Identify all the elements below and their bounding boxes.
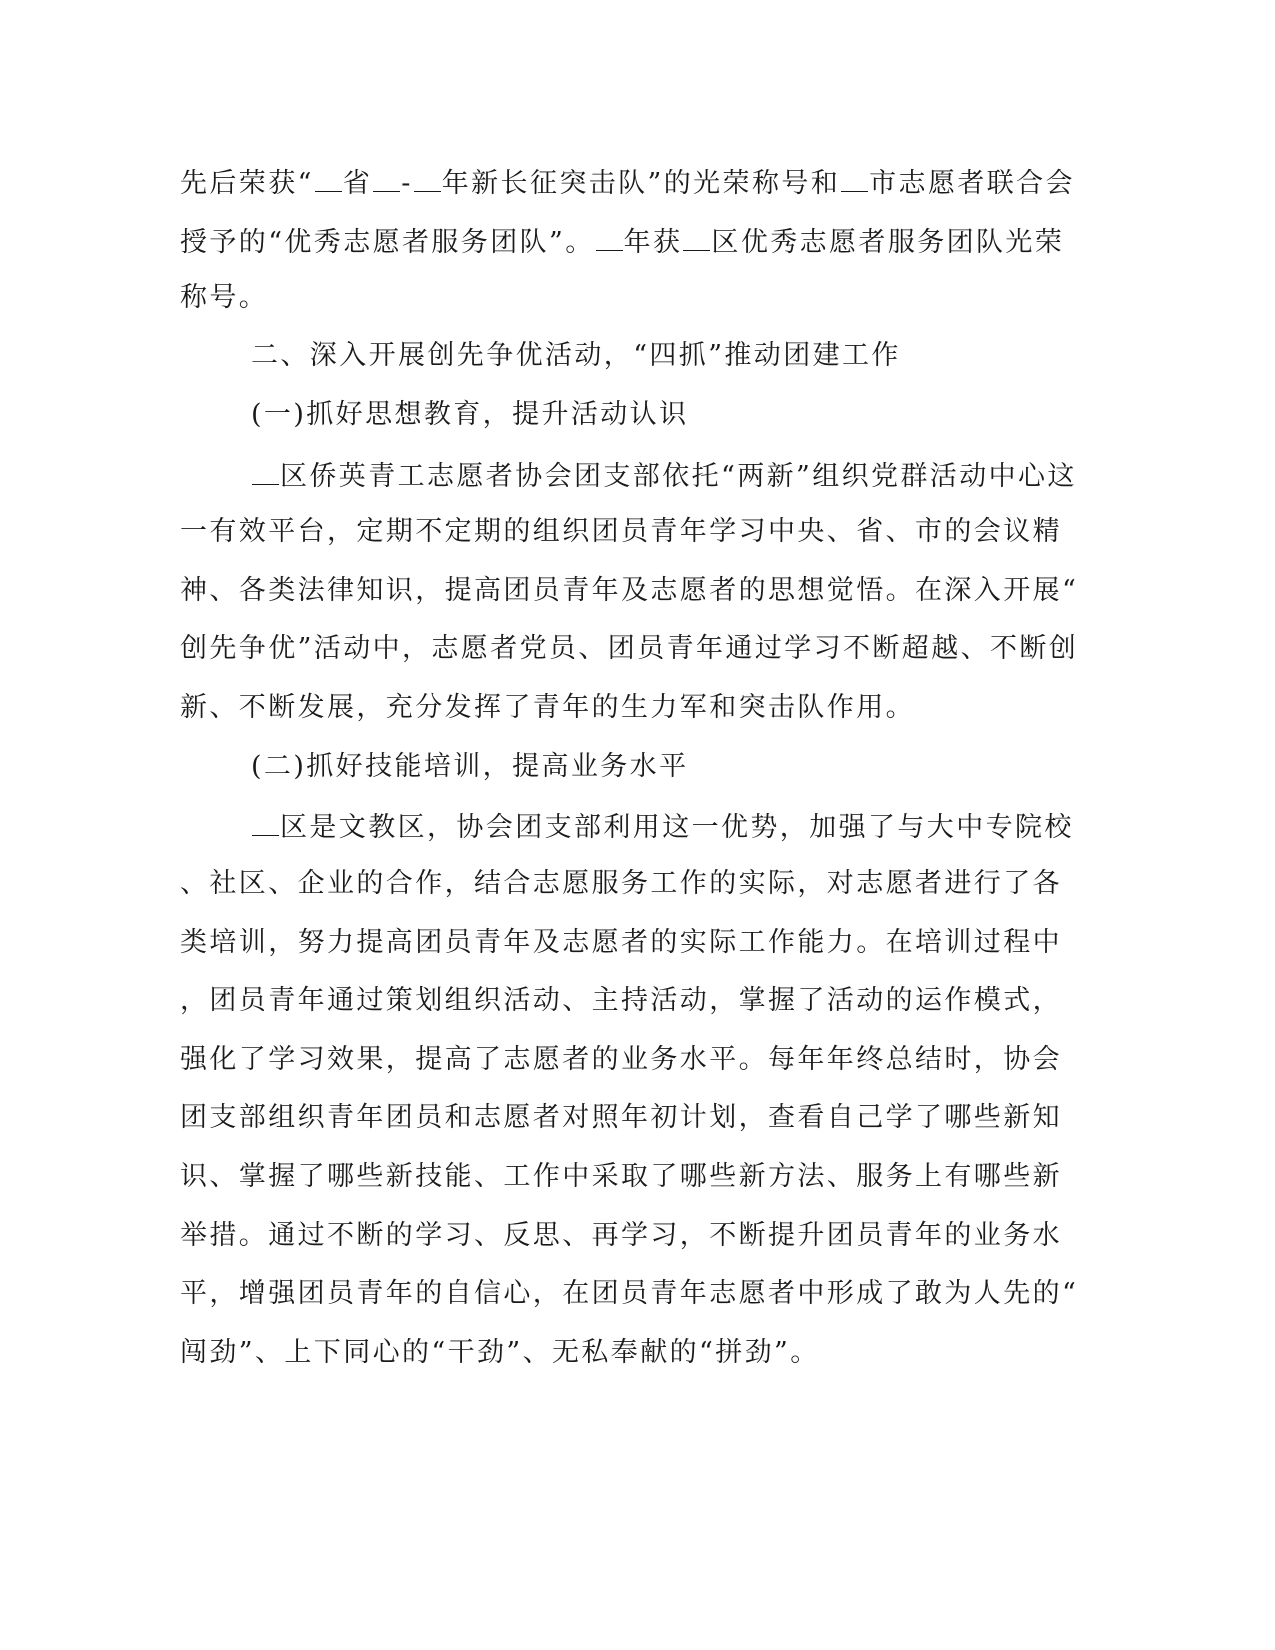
text-line: 先后荣获“ 省 - 年新长征突击队”的光荣称号和 市志愿者联合会 — [180, 163, 1040, 202]
fill-in-blank — [315, 163, 342, 192]
fill-in-blank — [683, 222, 710, 251]
text-line: 新、不断发展，充分发挥了青年的生力军和突击队作用。 — [180, 692, 915, 723]
fill-in-blank — [841, 163, 868, 192]
text-line: 创先争优”活动中，志愿者党员、团员青年通过学习不断超越、不断创 — [180, 633, 1079, 664]
text-line: 一有效平台，定期不定期的组织团员青年学习中央、省、市的会议精 — [180, 516, 1062, 547]
fill-in-blank — [414, 163, 441, 192]
text-line: 神、各类法律知识，提高团员青年及志愿者的思想觉悟。在深入开展“ — [180, 575, 1079, 606]
text-line: 识、掌握了哪些新技能、工作中采取了哪些新方法、服务上有哪些新 — [180, 1161, 1062, 1192]
text-line: 区是文教区，协会团支部利用这一优势，加强了与大中专院校 — [251, 807, 1111, 846]
text-line: 称号。 — [180, 282, 269, 313]
text-line: 、社区、企业的合作，结合志愿服务工作的实际，对志愿者进行了各 — [180, 868, 1062, 899]
text-line: 强化了学习效果，提高了志愿者的业务水平。每年年终总结时，协会 — [180, 1044, 1062, 1075]
text-line: 闯劲”、上下同心的“干劲”、无私奉献的“拼劲”。 — [180, 1337, 820, 1368]
text-line: 区侨英青工志愿者协会团支部依托“两新”组织党群活动中心这 — [251, 456, 1111, 495]
text-line: ，团员青年通过策划组织活动、主持活动，掌握了活动的运作模式， — [180, 985, 1062, 1016]
fill-in-blank — [596, 222, 623, 251]
subsection-heading: (二)抓好技能培训，提高业务水平 — [251, 751, 689, 782]
text-line: 举措。通过不断的学习、反思、再学习，不断提升团员青年的业务水 — [180, 1220, 1062, 1251]
text-line: 平，增强团员青年的自信心，在团员青年志愿者中形成了敢为人先的“ — [180, 1278, 1079, 1309]
section-heading: 二、深入开展创先争优活动，“四抓”推动团建工作 — [251, 340, 901, 371]
fill-in-blank — [252, 807, 279, 836]
fill-in-blank — [373, 163, 400, 192]
subsection-heading: (一)抓好思想教育，提升活动认识 — [251, 399, 689, 430]
fill-in-blank — [252, 456, 279, 485]
text-line: 团支部组织青年团员和志愿者对照年初计划，查看自己学了哪些新知 — [180, 1102, 1062, 1133]
text-line: 类培训，努力提高团员青年及志愿者的实际工作能力。在培训过程中 — [180, 927, 1062, 958]
text-line: 授予的“优秀志愿者服务团队”。 年获 区优秀志愿者服务团队光荣 — [180, 222, 1040, 261]
